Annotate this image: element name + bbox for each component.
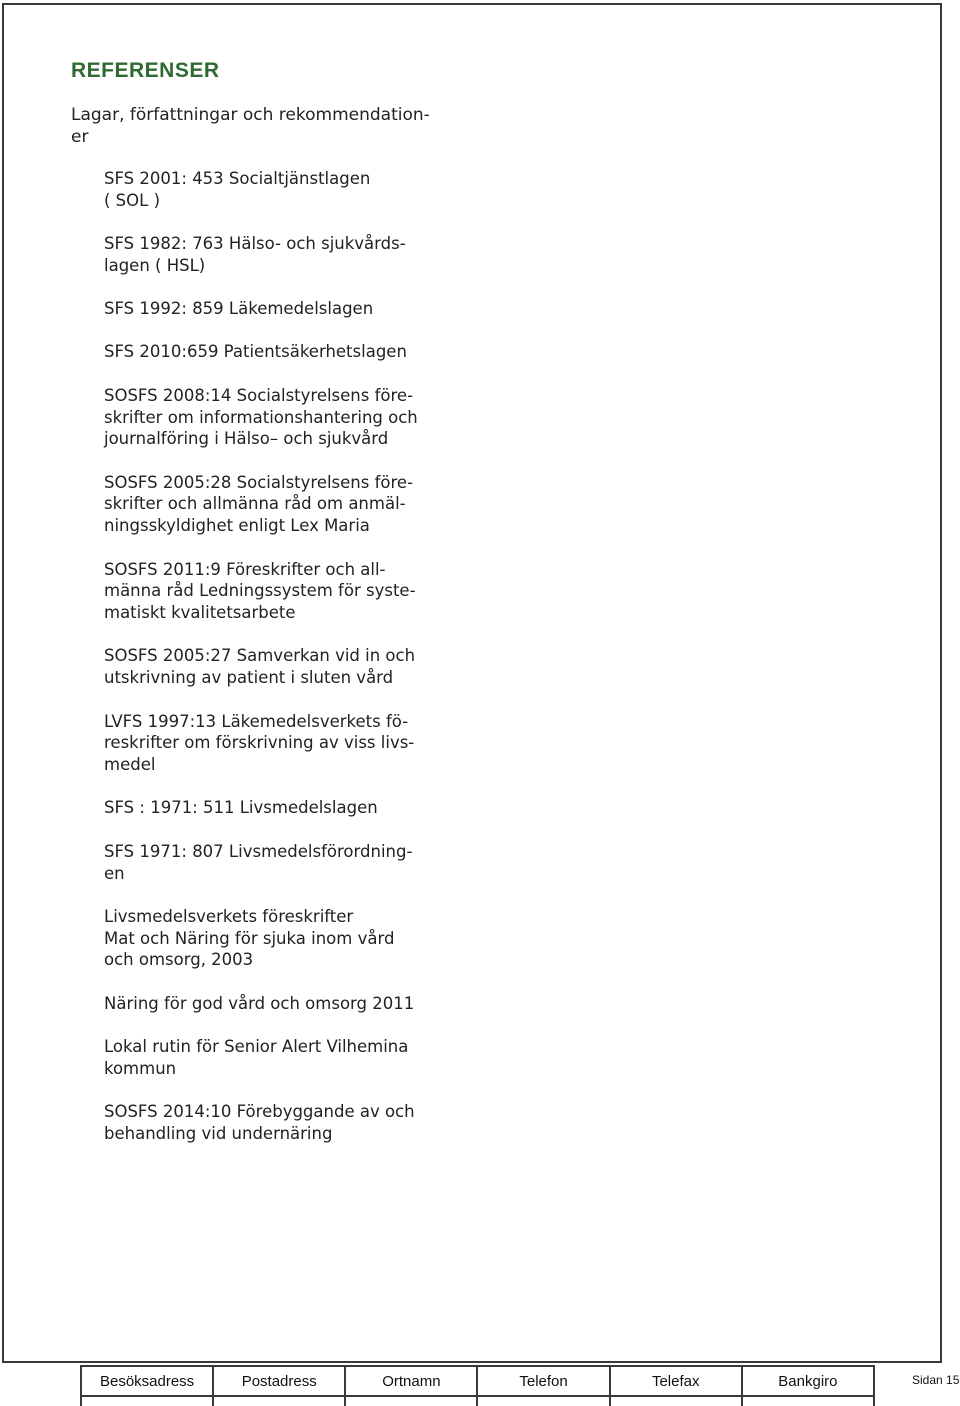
reference-item <box>104 993 464 1015</box>
footer-column-phone: Telefon <box>477 1366 609 1396</box>
footer-cell <box>81 1396 213 1406</box>
footer-column-fax: Telefax <box>610 1366 742 1396</box>
reference-item <box>104 341 464 363</box>
section-subheading <box>71 104 461 148</box>
page-title: REFERENSER <box>71 59 220 82</box>
reference-item <box>104 906 464 971</box>
reference-item <box>104 385 464 450</box>
subheading-line: er <box>71 127 89 147</box>
reference-item <box>104 797 464 819</box>
reference-line: ( SOL ) <box>104 190 161 210</box>
reference-line: kommun <box>104 1058 177 1078</box>
footer-cell <box>610 1396 742 1406</box>
reference-item <box>104 472 464 537</box>
reference-line: SFS 1982: 763 Hälso- och sjukvårds- <box>104 234 406 254</box>
footer-header-row <box>81 1366 874 1396</box>
footer-column-visiting-address: Besöksadress <box>81 1366 213 1396</box>
reference-item <box>104 645 464 689</box>
footer-column-postal-address: Postadress <box>213 1366 345 1396</box>
reference-item <box>104 168 464 212</box>
footer-cell <box>477 1396 609 1406</box>
reference-line: SFS 2010:659 Patientsäkerhetslagen <box>104 342 407 362</box>
reference-line: ningsskyldighet enligt Lex Maria <box>104 516 370 536</box>
reference-line: SFS 2001: 453 Socialtjänstlagen <box>104 169 371 188</box>
reference-list <box>71 168 471 1145</box>
references-section <box>71 56 471 1166</box>
reference-item <box>104 298 464 320</box>
reference-line: SOSFS 2008:14 Socialstyrelsens före- <box>104 385 414 405</box>
reference-line: männa råd Ledningssystem för syste- <box>104 581 416 601</box>
reference-line: Mat och Näring för sjuka inom vård <box>104 928 395 948</box>
reference-line: Näring för god vård och omsorg 2011 <box>104 993 415 1013</box>
reference-line: lagen ( HSL) <box>104 255 206 275</box>
reference-line: SOSFS 2011:9 Föreskrifter och all- <box>104 559 386 579</box>
reference-item <box>104 559 464 624</box>
reference-item <box>104 841 464 885</box>
footer-table <box>80 1365 875 1406</box>
reference-line: SFS : 1971: 511 Livsmedelslagen <box>104 798 378 818</box>
reference-line: matiskt kvalitetsarbete <box>104 603 296 623</box>
reference-line: Lokal rutin för Senior Alert Vilhemina <box>104 1037 409 1057</box>
reference-line: journalföring i Hälso– och sjukvård <box>104 429 389 449</box>
footer-column-city: Ortnamn <box>345 1366 477 1396</box>
reference-line: skrifter och allmänna råd om anmäl- <box>104 494 406 514</box>
footer-cell <box>742 1396 874 1406</box>
reference-line: SOSFS 2005:28 Socialstyrelsens före- <box>104 472 414 492</box>
page-number: Sidan 15 <box>912 1373 960 1387</box>
reference-item <box>104 1036 464 1080</box>
footer-value-row <box>81 1396 874 1406</box>
reference-line: reskrifter om förskrivning av viss livs- <box>104 733 415 753</box>
reference-line: skrifter om informationshantering och <box>104 407 418 427</box>
reference-line: en <box>104 863 125 883</box>
reference-line: utskrivning av patient i sluten vård <box>104 668 394 688</box>
reference-item <box>104 1101 464 1145</box>
reference-line: LVFS 1997:13 Läkemedelsverkets fö- <box>104 711 409 731</box>
reference-line: SFS 1992: 859 Läkemedelslagen <box>104 299 374 319</box>
reference-line: SOSFS 2014:10 Förebyggande av och <box>104 1102 415 1122</box>
reference-line: SFS 1971: 807 Livsmedelsförordning- <box>104 841 413 861</box>
reference-line: och omsorg, 2003 <box>104 950 254 970</box>
reference-line: medel <box>104 755 156 775</box>
footer-column-bankgiro: Bankgiro <box>742 1366 874 1396</box>
reference-item <box>104 711 464 776</box>
footer-cell <box>213 1396 345 1406</box>
reference-item <box>104 233 464 277</box>
reference-line: SOSFS 2005:27 Samverkan vid in och <box>104 646 416 666</box>
subheading-line: Lagar, författningar och rekommendation- <box>71 105 430 125</box>
footer-cell <box>345 1396 477 1406</box>
reference-line: behandling vid undernäring <box>104 1123 333 1143</box>
reference-line: Livsmedelsverkets föreskrifter <box>104 906 354 926</box>
